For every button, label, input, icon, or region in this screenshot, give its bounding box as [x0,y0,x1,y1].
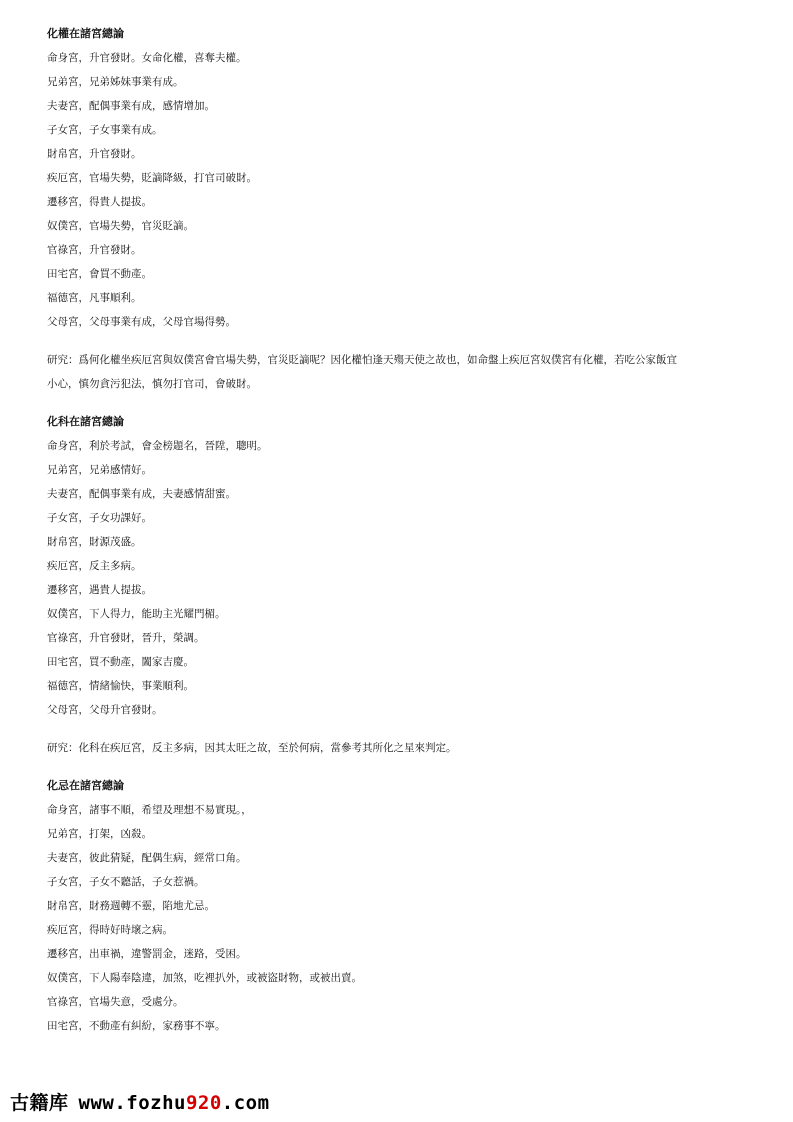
watermark-url-prefix: www.fozhu [78,1092,186,1114]
section-hua-quan [47,27,767,415]
text-line: 子女宮，子女事業有成。 [47,124,163,136]
text-line: 疾厄宮，官場失勢，貶謫降級，打官司破財。 [47,172,257,184]
text-line: 遷移宮，得貴人提拔。 [47,196,152,208]
section-hua-ji [47,779,767,1033]
watermark-url-suffix: .com [221,1092,270,1114]
watermark-url-accent: 920 [185,1092,222,1114]
research-line: 小心，慎勿貪污犯法，慎勿打官司，會破財。 [47,378,257,390]
research-line: 研究：爲何化權坐疾厄宮與奴僕宮會官場失勢，官災貶謫呢？因化權怕逢天殤天使之故也，如命盤上疾厄宮奴僕宮有化權，若吃公家飯宜 [47,354,677,366]
text-line: 遷移宮，遇貴人提拔。 [47,584,152,596]
text-line: 財帛宮，升官發財。 [47,148,142,160]
text-line: 子女宮，子女不聽話，子女惹禍。 [47,876,205,888]
research-line: 研究：化科在疾厄宮，反主多病，因其太旺之故，至於何病，當參考其所化之星來判定。 [47,742,457,754]
text-line: 父母宮，父母事業有成，父母官場得勢。 [47,316,236,328]
text-line: 夫妻宮，配偶事業有成，夫妻感情甜蜜。 [47,488,236,500]
text-line: 疾厄宮，反主多病。 [47,560,142,572]
text-line: 奴僕宮，官場失勢，官災貶謫。 [47,220,194,232]
text-line: 命身宮，升官發財。女命化權，喜奪夫權。 [47,52,247,64]
text-line: 官祿宮，升官發財，晉升，榮調。 [47,632,205,644]
watermark-brand: 古籍库 [10,1092,69,1114]
text-line: 命身宮，利於考試，會金榜題名，晉陞，聰明。 [47,440,268,452]
text-line: 官祿宮，升官發財。 [47,244,142,256]
text-line: 財帛宮，財務週轉不靈，陷地尤忌。 [47,900,215,912]
text-line: 疾厄宮，得時好時壞之病。 [47,924,173,936]
text-line: 兄弟宮，兄弟感情好。 [47,464,152,476]
section-hua-ke [47,415,767,779]
text-line: 奴僕宮，下人得力，能助主光耀門楣。 [47,608,226,620]
section-heading: 化科在諸宮總論 [47,415,124,428]
text-line: 田宅宮，不動產有糾紛，家務事不寧。 [47,1020,226,1032]
text-line: 夫妻宮，配偶事業有成，感情增加。 [47,100,215,112]
text-line: 夫妻宮，彼此猜疑，配偶生病，經常口角。 [47,852,247,864]
section-heading: 化忌在諸宮總論 [47,779,124,792]
text-line: 遷移宮，出車禍，違警罰金，迷路，受困。 [47,948,247,960]
text-line: 財帛宮，財源茂盛。 [47,536,142,548]
text-line: 父母宮，父母升官發財。 [47,704,163,716]
text-line: 福德宮，凡事順利。 [47,292,142,304]
text-line: 子女宮，子女功課好。 [47,512,152,524]
text-line: 奴僕宮，下人陽奉陰違，加煞，吃裡扒外，或被盜財物，或被出賣。 [47,972,362,984]
research-note [47,353,767,391]
text-line: 田宅宮，會買不動產。 [47,268,152,280]
text-line: 兄弟宮，打架，凶殺。 [47,828,152,840]
text-line: 命身宮，諸事不順，希望及理想不易實現。， [47,804,252,816]
text-line: 田宅宮，買不動產，闔家吉慶。 [47,656,194,668]
text-line: 福德宮，情緒愉快，事業順利。 [47,680,194,692]
document-body [47,27,767,1043]
site-watermark [10,1088,270,1114]
text-line: 官祿宮，官場失意，受處分。 [47,996,184,1008]
section-heading: 化權在諸宮總論 [47,27,124,40]
text-line: 兄弟宮，兄弟姊妹事業有成。 [47,76,184,88]
research-note [47,741,767,755]
